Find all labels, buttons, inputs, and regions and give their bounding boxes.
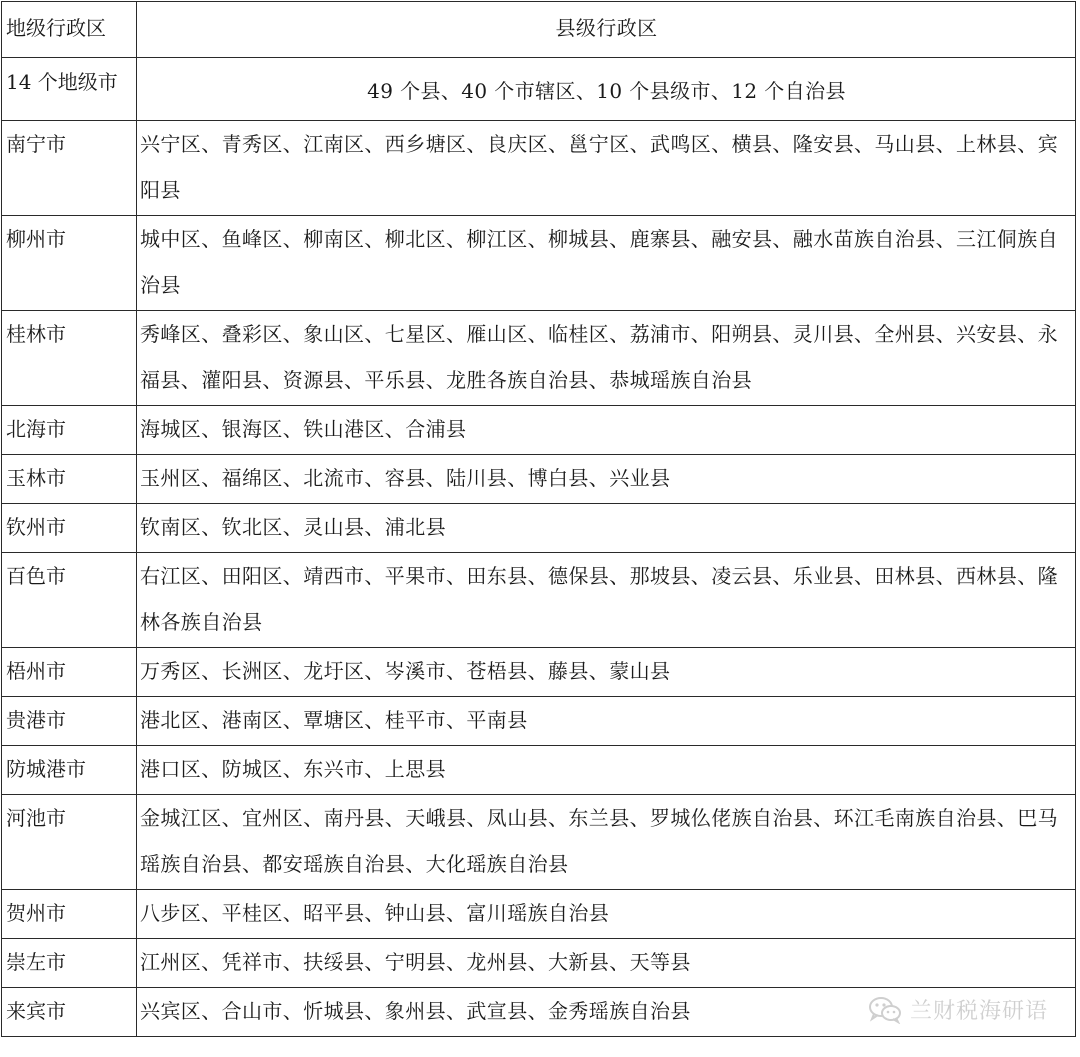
table-row xyxy=(2,216,1076,311)
county-list: 江州区、凭祥市、扶绥县、宁明县、龙州县、大新县、天等县 xyxy=(137,939,1076,988)
table-row xyxy=(2,795,1076,890)
city-name: 北海市 xyxy=(2,406,137,455)
city-name: 贺州市 xyxy=(2,890,137,939)
admin-division-table xyxy=(1,1,1076,1037)
wechat-icon xyxy=(868,996,902,1024)
table-row xyxy=(2,455,1076,504)
city-name: 柳州市 xyxy=(2,216,137,311)
county-list: 兴宾区、合山市、忻城县、象州县、武宣县、金秀瑶族自治县 xyxy=(137,988,1076,1037)
county-list: 八步区、平桂区、昭平县、钟山县、富川瑶族自治县 xyxy=(137,890,1076,939)
county-list: 兴宁区、青秀区、江南区、西乡塘区、良庆区、邕宁区、武鸣区、横县、隆安县、马山县、上林县、宾阳县 xyxy=(137,121,1076,216)
header-prefecture-level: 地级行政区 xyxy=(2,2,137,58)
county-list: 海城区、银海区、铁山港区、合浦县 xyxy=(137,406,1076,455)
summary-city-count: 14 个地级市 xyxy=(2,58,137,121)
county-list: 钦南区、钦北区、灵山县、浦北县 xyxy=(137,504,1076,553)
city-name: 防城港市 xyxy=(2,746,137,795)
county-list: 秀峰区、叠彩区、象山区、七星区、雁山区、临桂区、荔浦市、阳朔县、灵川县、全州县、兴安县、永福县、灌阳县、资源县、平乐县、龙胜各族自治县、恭城瑶族自治县 xyxy=(137,311,1076,406)
table-row xyxy=(2,311,1076,406)
table-row xyxy=(2,121,1076,216)
header-county-level: 县级行政区 xyxy=(137,2,1076,58)
city-name: 河池市 xyxy=(2,795,137,890)
summary-county-count: 49 个县、40 个市辖区、10 个县级市、12 个自治县 xyxy=(137,58,1076,121)
city-name: 南宁市 xyxy=(2,121,137,216)
table-row xyxy=(2,504,1076,553)
table-row xyxy=(2,746,1076,795)
city-name: 来宾市 xyxy=(2,988,137,1037)
city-name: 梧州市 xyxy=(2,648,137,697)
city-name: 玉林市 xyxy=(2,455,137,504)
county-list: 港北区、港南区、覃塘区、桂平市、平南县 xyxy=(137,697,1076,746)
table-header-row xyxy=(2,2,1076,58)
table-row xyxy=(2,939,1076,988)
watermark-text: 兰财税海研语 xyxy=(909,999,1048,1024)
city-name: 贵港市 xyxy=(2,697,137,746)
table-row xyxy=(2,697,1076,746)
county-list: 右江区、田阳区、靖西市、平果市、田东县、德保县、那坡县、凌云县、乐业县、田林县、西林县、隆林各族自治县 xyxy=(137,553,1076,648)
city-name: 崇左市 xyxy=(2,939,137,988)
city-name: 百色市 xyxy=(2,553,137,648)
table-row xyxy=(2,553,1076,648)
table-row xyxy=(2,890,1076,939)
summary-row xyxy=(2,58,1076,121)
county-list: 金城江区、宜州区、南丹县、天峨县、凤山县、东兰县、罗城仫佬族自治县、环江毛南族自治县、巴马瑶族自治县、都安瑶族自治县、大化瑶族自治县 xyxy=(137,795,1076,890)
county-list: 港口区、防城区、东兴市、上思县 xyxy=(137,746,1076,795)
county-list: 万秀区、长洲区、龙圩区、岑溪市、苍梧县、藤县、蒙山县 xyxy=(137,648,1076,697)
city-name: 钦州市 xyxy=(2,504,137,553)
city-name: 桂林市 xyxy=(2,311,137,406)
table-row xyxy=(2,406,1076,455)
watermark xyxy=(868,994,1048,1025)
county-list: 城中区、鱼峰区、柳南区、柳北区、柳江区、柳城县、鹿寨县、融安县、融水苗族自治县、三江侗族自治县 xyxy=(137,216,1076,311)
county-list: 玉州区、福绵区、北流市、容县、陆川县、博白县、兴业县 xyxy=(137,455,1076,504)
table-row xyxy=(2,648,1076,697)
